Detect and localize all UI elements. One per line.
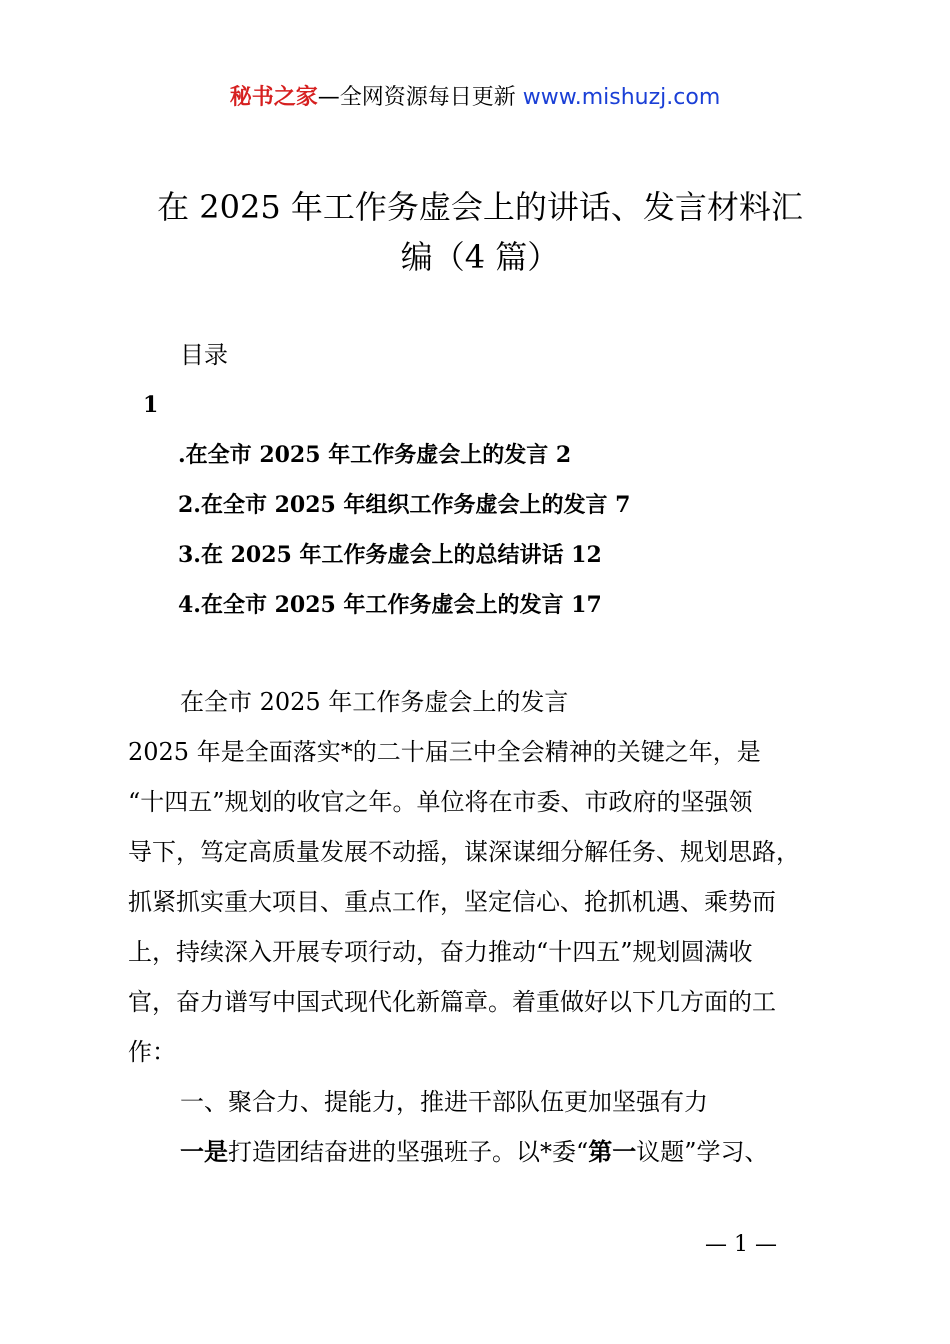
title-line-2: 编（4 篇） [400, 238, 560, 276]
site-url-link[interactable]: www.mishuzj.com [522, 85, 721, 110]
toc-item[interactable]: 2.在全市 2025 年组织工作务虚会上的发言 7 [178, 492, 631, 518]
toc-heading: 目录 [180, 341, 228, 369]
title-line-1: 在 2025 年工作务虚会上的讲话、发言材料汇 [157, 188, 803, 226]
paragraph-text: 议题”学习、 [636, 1138, 769, 1166]
toc-number: 1 [143, 392, 159, 418]
body-line: 抓紧抓实重大项目、重点工作，坚定信心、抢抓机遇、乘势而 [128, 888, 776, 916]
site-banner [0, 80, 950, 111]
brand-name: 秘书之家 [229, 85, 318, 110]
bold-term: 第一 [588, 1137, 637, 1166]
toc-item[interactable]: 3.在 2025 年工作务虚会上的总结讲话 12 [178, 542, 602, 568]
body-line: 上，持续深入开展专项行动，奋力推动“十四五”规划圆满收 [128, 938, 753, 966]
toc-item[interactable]: .在全市 2025 年工作务虚会上的发言 2 [178, 442, 572, 468]
section-title: 在全市 2025 年工作务虚会上的发言 [180, 688, 569, 716]
body-line: 导下，笃定高质量发展不动摇，谋深谋细分解任务、规划思路， [128, 838, 800, 866]
body-paragraph [180, 1134, 769, 1170]
body-line: 2025 年是全面落实*的二十届三中全会精神的关键之年，是 [128, 738, 761, 766]
paragraph-text: 打造团结奋进的坚强班子。以*委“ [228, 1138, 589, 1166]
document-title [130, 182, 830, 282]
section-heading-one: 一、聚合力、提能力，推进干部队伍更加坚强有力 [180, 1088, 708, 1116]
body-line: “十四五”规划的收官之年。单位将在市委、市政府的坚强领 [128, 788, 753, 816]
body-line: 作： [128, 1038, 176, 1066]
page-number: — 1 — [705, 1232, 777, 1257]
brand-slogan: —全网资源每日更新 [317, 85, 516, 110]
toc-item[interactable]: 4.在全市 2025 年工作务虚会上的发言 17 [178, 592, 602, 618]
body-line: 官，奋力谱写中国式现代化新篇章。着重做好以下几方面的工 [128, 988, 776, 1016]
bold-lead: 一是 [180, 1137, 228, 1166]
